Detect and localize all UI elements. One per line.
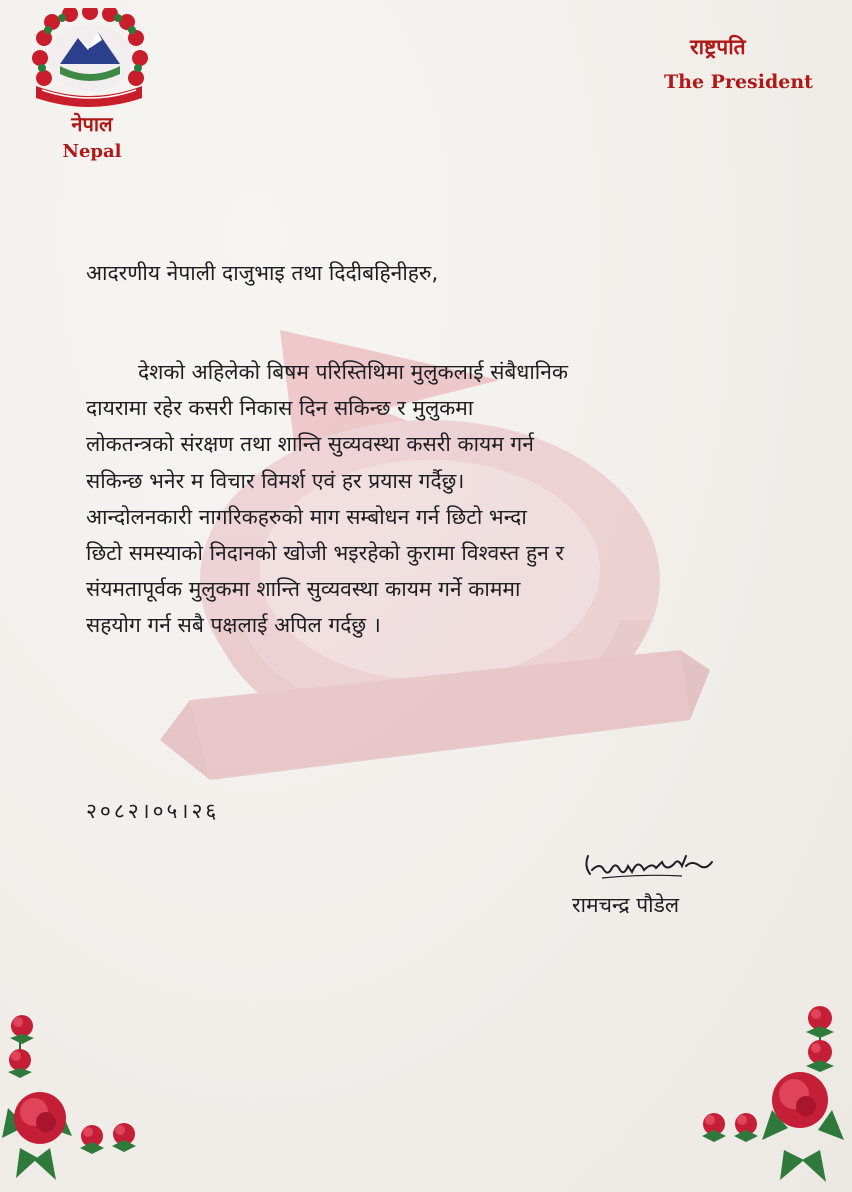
letter-date: २०८२।०५।२६ [86, 799, 220, 823]
letter-body-line: देशको अहिलेको बिषम परिस्तिथिमा मुलुकलाई संबैधानिक [138, 360, 569, 384]
signer-name: रामचन्द्र पौडेल [572, 893, 680, 917]
letter-body-line: संयमतापूर्वक मुलुकमा शान्ति सुव्यवस्था कायम गर्ने काममा [86, 577, 521, 602]
letter-body [86, 354, 762, 644]
letter-body-line: सकिन्छ भनेर म विचार विमर्श एवं हर प्रयास गर्दैछु। [86, 468, 465, 493]
letter-body-line: छिटो समस्याको निदानको खोजी भइरहेको कुरामा विश्वस्त हुन र [86, 541, 565, 566]
letter-body-line: लोकतन्त्रको संरक्षण तथा शान्ति सुव्यवस्था कसरी कायम गर्न [86, 432, 534, 457]
nepal-national-emblem-icon [30, 8, 148, 112]
handwritten-signature-icon [582, 848, 722, 884]
salutation: आदरणीय नेपाली दाजुभाइ तथा दिदीबहिनीहरु, [86, 261, 439, 285]
letter-body-line: सहयोग गर्न सबै पक्षलाई अपिल गर्दछु । [86, 613, 381, 638]
letter-body-line: दायरामा रहेर कसरी निकास दिन सकिन्छ र मुलुकमा [86, 396, 474, 421]
letter-body-line: आन्दोलनकारी नागरिकहरुको माग सम्बोधन गर्न छिटो भन्दा [86, 504, 527, 529]
office-title-nepali: राष्ट्रपति [690, 35, 746, 59]
country-name-english: Nepal [62, 141, 122, 162]
office-title-english: The President [664, 71, 813, 93]
rhododendron-flower-icon [692, 1000, 852, 1192]
country-name-nepali: नेपाल [71, 112, 113, 136]
rhododendron-flower-icon [0, 1008, 150, 1192]
